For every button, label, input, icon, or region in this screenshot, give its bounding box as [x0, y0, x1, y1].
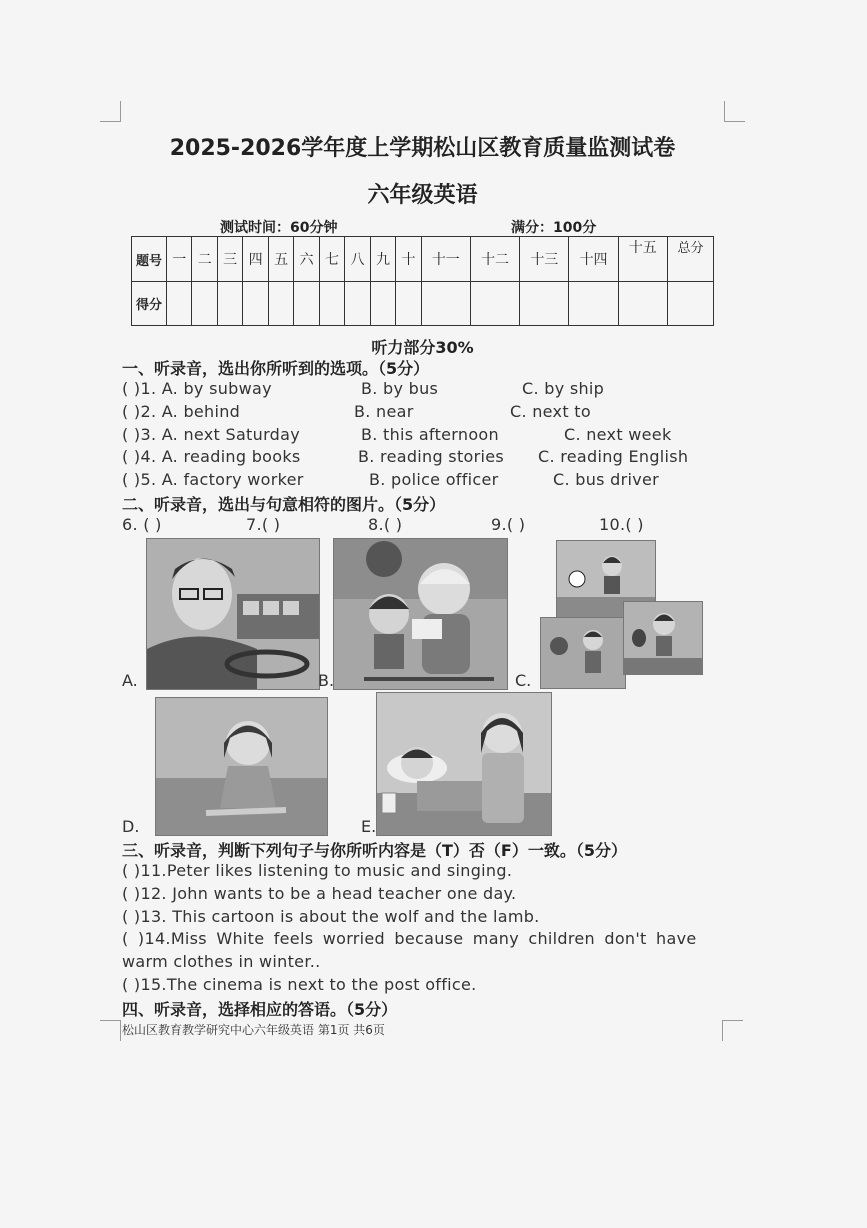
q1-option-c: C. by ship: [522, 379, 605, 398]
score-cell[interactable]: [192, 282, 217, 326]
q5-option-c: C. bus driver: [553, 470, 660, 489]
q3-option-a: ( )3. A. next Saturday: [122, 425, 300, 444]
q4-option-b: B. reading stories: [358, 447, 505, 466]
crop-mark-bottom-right: [722, 1020, 743, 1041]
column-header: 十二: [470, 237, 519, 282]
q2-option-b: B. near: [354, 402, 414, 421]
q4-option-a: ( )4. A. reading books: [122, 447, 301, 466]
crop-mark-top-right: [724, 101, 745, 122]
section1-title: 一、听录音，选出你所听到的选项。（5分）: [122, 359, 430, 378]
column-header: 七: [319, 237, 344, 282]
score-cell[interactable]: [470, 282, 519, 326]
score-cell[interactable]: [370, 282, 395, 326]
column-header: 十三: [520, 237, 569, 282]
column-header: 十一: [421, 237, 470, 282]
blank-9: 9.( ): [491, 515, 526, 534]
picture-d-girl-on-grass: [155, 697, 328, 836]
score-cell[interactable]: [421, 282, 470, 326]
score-cell[interactable]: [217, 282, 242, 326]
q2-option-a: ( )2. A. behind: [122, 402, 241, 421]
q3-option-b: B. this afternoon: [361, 425, 499, 444]
q14-continued: warm clothes in winter..: [122, 952, 321, 971]
row-header-question: 题号: [132, 237, 167, 282]
label-b: B.: [318, 671, 335, 690]
q5-option-b: B. police officer: [369, 470, 499, 489]
column-header: 十: [396, 237, 421, 282]
score-cell[interactable]: [243, 282, 268, 326]
q1-option-a: ( )1. A. by subway: [122, 379, 272, 398]
q4-option-c: C. reading English: [538, 447, 689, 466]
picture-a-bus-driver: [146, 538, 320, 690]
column-header: 九: [370, 237, 395, 282]
score-cell[interactable]: [268, 282, 293, 326]
column-header: 八: [345, 237, 370, 282]
row-header-score: 得分: [132, 282, 167, 326]
label-a: A.: [122, 671, 138, 690]
section3-title: 三、听录音，判断下列句子与你所听内容是（T）否（F）一致。（5分）: [122, 841, 627, 860]
q13: ( )13. This cartoon is about the wolf and the lamb.: [122, 907, 540, 926]
picture-b-grandma-reading: [333, 538, 508, 690]
score-cell[interactable]: [618, 282, 667, 326]
test-time: 测试时间：60分钟: [220, 220, 338, 236]
blank-8: 8.( ): [368, 515, 403, 534]
column-header: 一: [167, 237, 192, 282]
column-header: 四: [243, 237, 268, 282]
label-e: E.: [361, 817, 377, 836]
column-header: 五: [268, 237, 293, 282]
picture-c-basketball: [540, 617, 626, 689]
q11: ( )11.Peter likes listening to music and singing.: [122, 861, 513, 880]
column-header-total: 总分: [667, 237, 713, 282]
page-footer: 松山区教育教学研究中心六年级英语 第1页 共6页: [122, 1023, 385, 1037]
picture-e-sick-boy: [376, 692, 552, 836]
exam-subtitle: 六年级英语: [367, 183, 478, 208]
q1-option-b: B. by bus: [361, 379, 439, 398]
column-header: 十四: [569, 237, 618, 282]
q14: ( )14.Miss White feels worried because many children don't have: [122, 929, 697, 948]
column-header: 六: [294, 237, 319, 282]
blank-6: 6. ( ): [122, 515, 162, 534]
q5-option-a: ( )5. A. factory worker: [122, 470, 304, 489]
q2-option-c: C. next to: [510, 402, 591, 421]
column-header: 二: [192, 237, 217, 282]
full-score: 满分：100分: [511, 220, 597, 236]
score-cell[interactable]: [345, 282, 370, 326]
q15: ( )15.The cinema is next to the post office.: [122, 975, 477, 994]
score-cell[interactable]: [396, 282, 421, 326]
blank-7: 7.( ): [246, 515, 281, 534]
score-cell[interactable]: [167, 282, 192, 326]
listening-header: 听力部分30%: [371, 338, 474, 357]
q12: ( )12. John wants to be a head teacher one day.: [122, 884, 517, 903]
score-table-header-row: [132, 237, 714, 282]
blank-10: 10.( ): [599, 515, 644, 534]
score-cell[interactable]: [667, 282, 713, 326]
score-cell[interactable]: [294, 282, 319, 326]
score-table-score-row: [132, 282, 714, 326]
exam-title: 2025-2026学年度上学期松山区教育质量监测试卷: [169, 136, 676, 161]
q3-option-c: C. next week: [564, 425, 672, 444]
score-cell[interactable]: [319, 282, 344, 326]
crop-mark-bottom-left: [100, 1020, 121, 1041]
label-d: D.: [122, 817, 140, 836]
column-header: 十五: [618, 237, 667, 282]
picture-c-ping-pong: [623, 601, 703, 675]
column-header: 三: [217, 237, 242, 282]
score-cell[interactable]: [520, 282, 569, 326]
label-c: C.: [515, 671, 532, 690]
crop-mark-top-left: [100, 101, 121, 122]
score-cell[interactable]: [569, 282, 618, 326]
section2-title: 二、听录音，选出与句意相符的图片。（5分）: [122, 495, 446, 514]
section4-title: 四、听录音，选择相应的答语。（5分）: [122, 1000, 398, 1019]
score-table: [131, 236, 714, 326]
